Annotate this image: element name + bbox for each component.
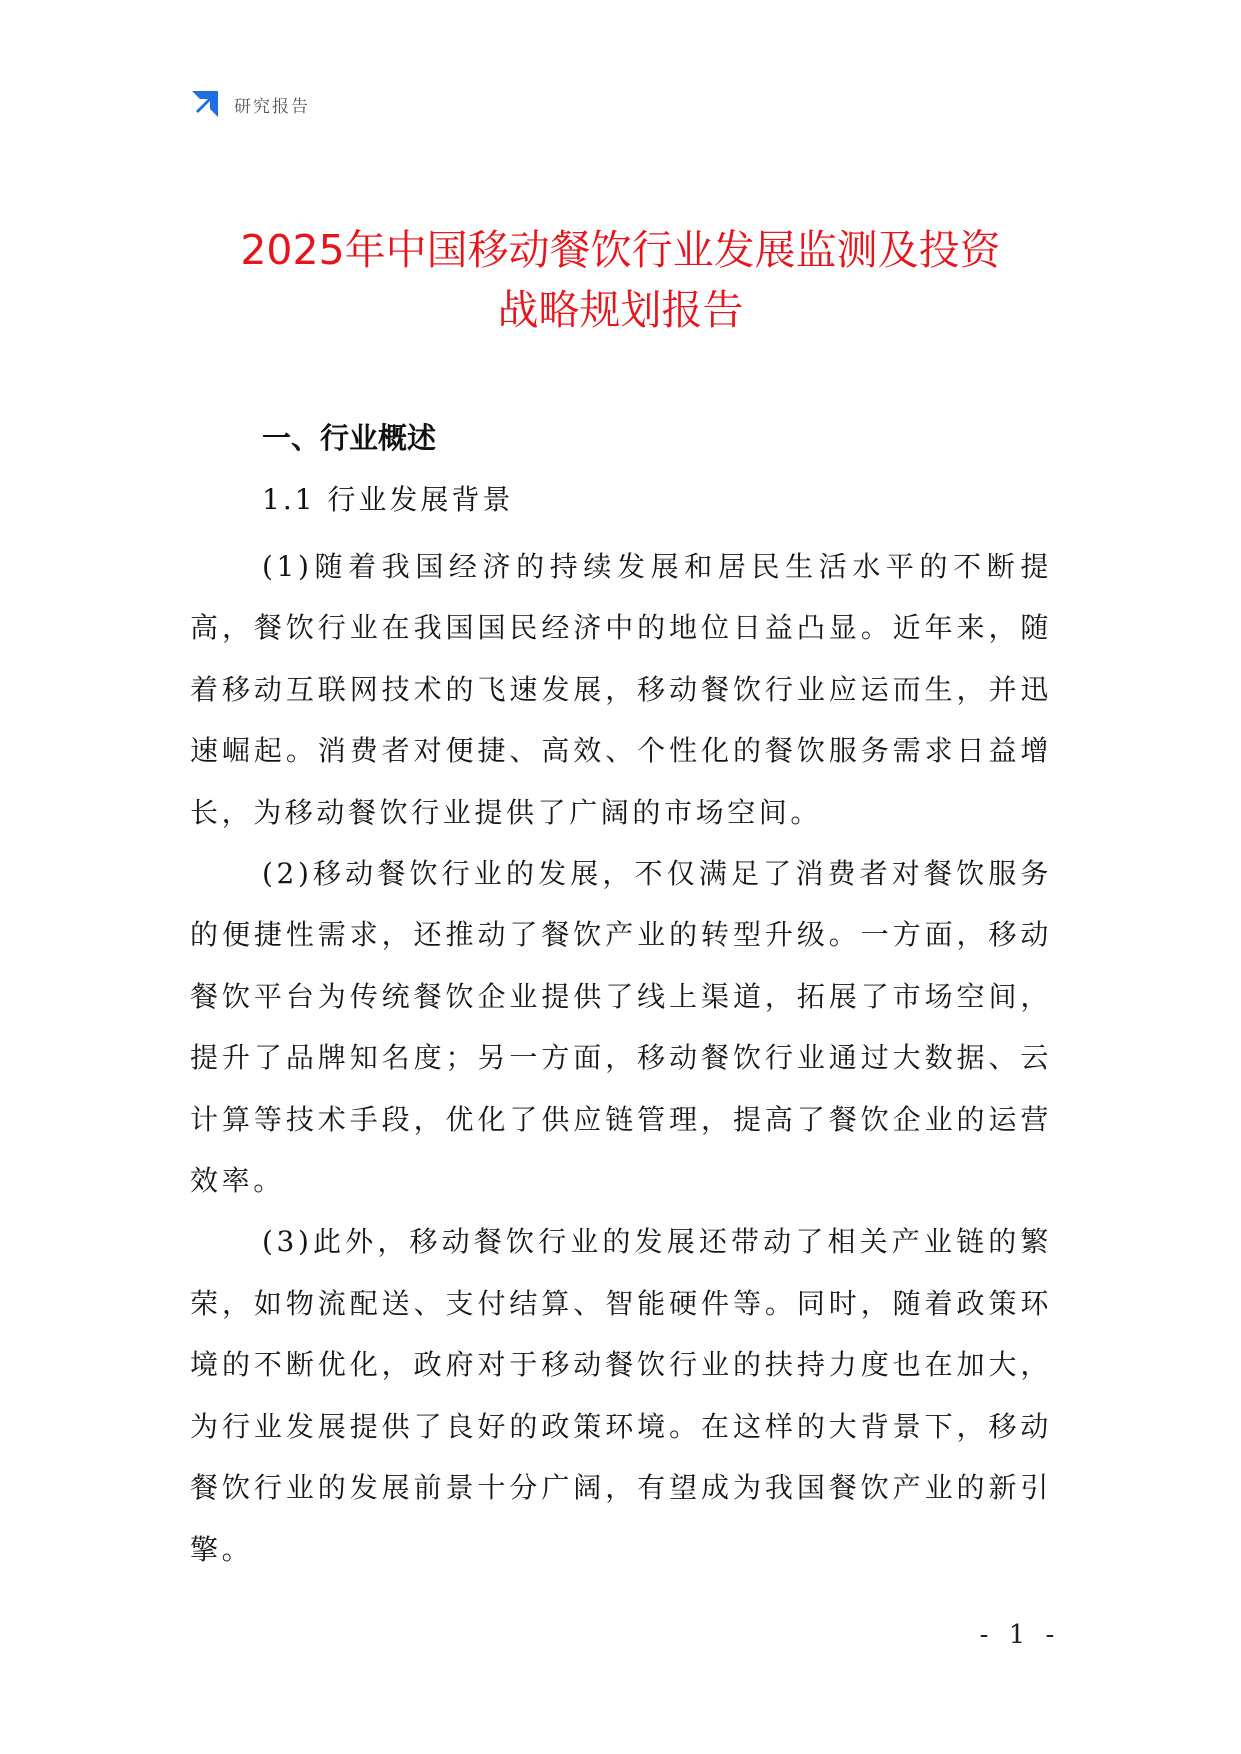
report-header: [188, 86, 310, 122]
document-title-line-1: 2025年中国移动餐饮行业发展监测及投资: [240, 226, 1001, 274]
subsection-heading: 1.1 行业发展背景: [262, 483, 514, 516]
paragraph-2: (2)移动餐饮行业的发展，不仅满足了消费者对餐饮服务的便捷性需求，还推动了餐饮产业的转型升级。一方面，移动餐饮平台为传统餐饮企业提供了线上渠道，拓展了市场空间，提升了品牌知名度；另一方面，移动餐饮行业通过大数据、云计算等技术手段，优化了供应链管理，提高了餐饮企业的运营效率。: [190, 857, 1052, 1198]
body-text: [190, 536, 1052, 1580]
paragraph-3: (3)此外，移动餐饮行业的发展还带动了相关产业链的繁荣，如物流配送、支付结算、智能硬件等。同时，随着政策环境的不断优化，政府对于移动餐饮行业的扶持力度也在加大，为行业发展提供了良好的政策环境。在这样的大背景下，移动餐饮行业的发展前景十分广阔，有望成为我国餐饮产业的新引擎。: [190, 1225, 1052, 1566]
page-number: - 1 -: [979, 1620, 1061, 1650]
header-label: 研究报告: [234, 96, 310, 117]
paragraph-1: (1)随着我国经济的持续发展和居民生活水平的不断提高，餐饮行业在我国国民经济中的地位日益凸显。近年来，随着移动互联网技术的飞速发展，移动餐饮行业应运而生，并迅速崛起。消费者对便捷、高效、个性化的餐饮服务需求日益增长，为移动餐饮行业提供了广阔的市场空间。: [190, 550, 1052, 829]
arrow-up-right-icon: [188, 87, 222, 121]
section-heading: 一、行业概述: [262, 421, 437, 455]
document-title-line-2: 战略规划报告: [497, 286, 744, 334]
